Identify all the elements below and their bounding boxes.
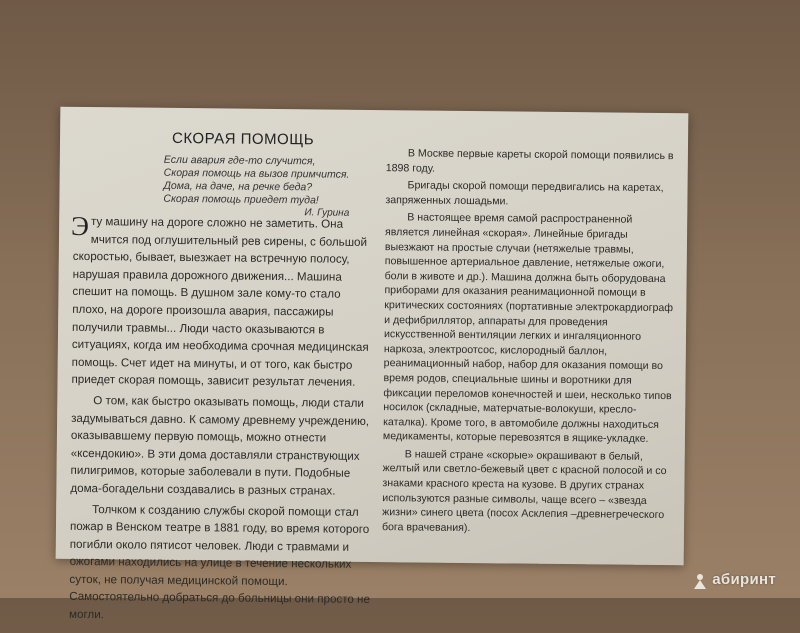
paragraph: В настоящее время самой распространенной является линейная «скорая». Линейные бригады выезжают на простые случаи (нетяжелые травмы, повышенное артериальное давление, нетяжелые ожоги, боли в животе и др.). Машина должна быть оборудована приборами для оказания реанимационной помощи в критических состояниях (портативные электрокардиограф и дефибриллятор, аппараты для проведения искусственной вентиляции легких и ингаляционного наркоза, электроотсос, кислородный баллон, реанимационный набор, набор для оказания помощи во время родов, специальные шины и воротники для фиксации переломов конечностей и шеи, несколько типов носилок (складные, матерчатые-волокуши, кресло-каталка). Кроме того, в автомобиле должны находиться медикаменты, которые перевозятся в ящике-укладке.: [382, 211, 674, 446]
paragraph: [70, 210, 379, 392]
paragraph: Толчком к созданию службы скорой помощи стал пожар в Венском театре в 1881 году, во время которого погибли около пятисот человек. Люди с травмами и ожогами находились на улице в течение нескольких суток, не получая медицинской помощи. Самостоятельно добраться до больницы они просто не могли.: [68, 502, 371, 622]
epigraph-line: Скорая помощь приедет туда!: [163, 192, 319, 207]
article-title: СКОРАЯ ПОМОЩЬ: [171, 129, 315, 149]
epigraph-author: И. Гурина: [304, 207, 350, 219]
epigraph-line: Дома, на даче, на речке беда?: [163, 179, 313, 194]
labyrinth-logo-icon: [690, 570, 710, 590]
epigraph-line: Скорая помощь на вызов примчится.: [163, 166, 350, 181]
epigraph-line: Если авария где-то случится,: [163, 153, 316, 168]
right-column: [381, 110, 676, 534]
left-column: [68, 107, 380, 622]
paragraph: Бригады скорой помощи передвигались на каретах, запряженных лошадьми.: [385, 179, 664, 208]
left-column-body: [68, 210, 379, 630]
watermark-text: абиринт: [712, 570, 776, 588]
paragraph: О том, как быстро оказывать помощь, люди стали задумываться давно. К самому древнему учреждению, оказывавшему первую помощь, можно отнести «ксендокию». В эти дома доставляли странствующих пилигримов, которые заболевали в пути. Подобные дома-богадельни создавались в разных странах.: [70, 394, 370, 498]
watermark: [690, 570, 776, 590]
paragraph: В Москве первые кареты скорой помощи появились в 1898 году.: [385, 147, 674, 175]
paragraph: В нашей стране «скорые» окрашивают в белый, желтый или светло-бежевый цвет с красной полосой и со знаками красного креста на кузове. В других странах используются разные символы, чаще всего – «звезда жизни» синего цвета (посох Асклепия –древнегреческого бога врачевания).: [381, 448, 667, 534]
epigraph: [163, 154, 349, 208]
right-column-body: [382, 146, 676, 540]
dropcap: Э: [70, 210, 90, 242]
article-page: [56, 107, 689, 622]
paragraph-text: ту машину на дороге сложно не заметить. Она мчится под оглушительный рев сирены, с большой скоростью, бывает, выезжает на встречную полосу, нарушая правила дорожного движения... Машина спешит на помощь. В душном зале кому-то стало плохо, на дороге произошла авария, пассажиры получили травмы... Люди часто оказываются в ситуациях, когда им необходима срочная медицинская помощь. Счет идет на минуты, и от того, как быстро приедет скорая помощь, зависит результат лечения.: [71, 215, 369, 390]
